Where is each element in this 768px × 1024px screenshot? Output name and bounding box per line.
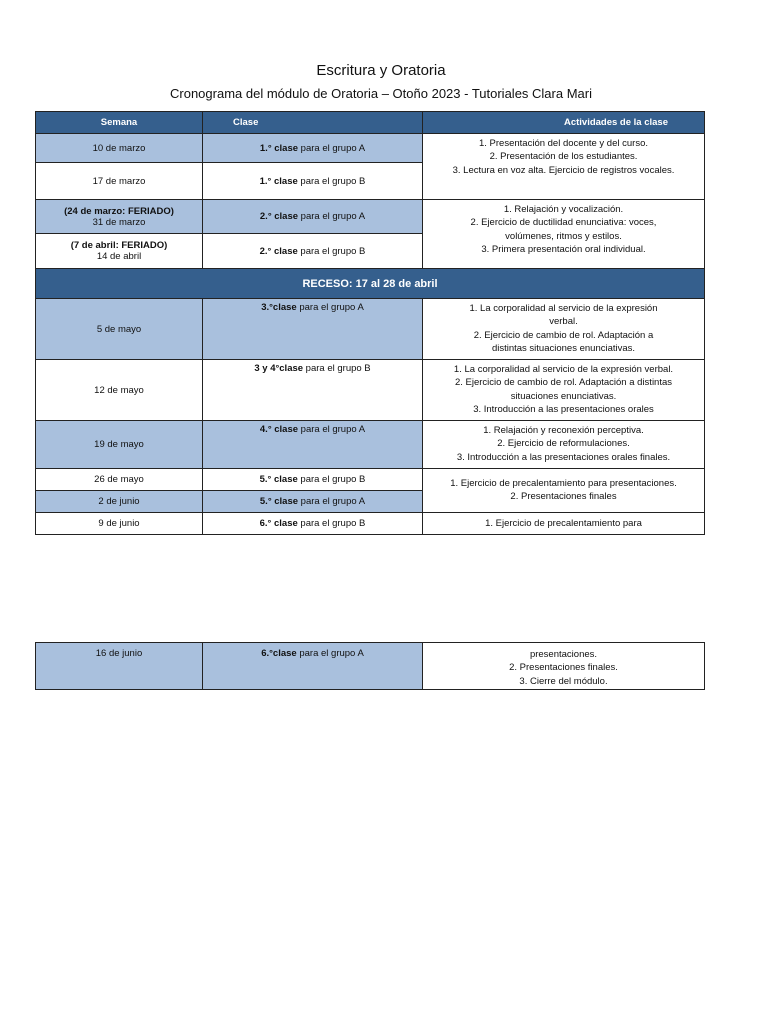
class-cell: [203, 234, 423, 269]
week-cell: [36, 421, 203, 469]
activity-line: 2. Ejercicio de ductilidad enunciativa: voces,: [470, 217, 657, 229]
activity-line: 3. Lectura en voz alta. Ejercicio de registros vocales.: [452, 164, 675, 176]
class-cell: [203, 421, 423, 469]
class-cell: [203, 163, 423, 200]
table-row: [36, 360, 705, 421]
week-label: 2 de junio: [98, 496, 140, 507]
week-label: 31 de marzo: [92, 216, 146, 228]
activities-cell: [423, 421, 705, 469]
activity-line: 2. Presentaciones finales.: [509, 662, 618, 674]
document-subtitle: Cronograma del módulo de Oratoria – Otoño 2023 - Tutoriales Clara Mari: [170, 86, 592, 101]
week-cell: [36, 491, 203, 513]
activity-line: 3. Primera presentación oral individual.: [481, 243, 646, 255]
week-label: 19 de mayo: [94, 439, 144, 450]
activity-line: 1. La corporalidad al servicio de la expresión verbal.: [453, 364, 674, 375]
week-label: 14 de abril: [96, 251, 142, 262]
class-name: 5.° clase: [259, 496, 299, 507]
week-cell: [36, 360, 203, 421]
class-group: para el grupo B: [303, 363, 371, 374]
activity-line: 1. La corporalidad al servicio de la expresión: [469, 303, 658, 314]
activities-cell: [423, 360, 705, 421]
week-cell: [36, 469, 203, 491]
class-cell: [203, 491, 423, 513]
class-group: para el grupo A: [298, 496, 366, 507]
activity-line: 3. Cierre del módulo.: [519, 675, 608, 687]
activity-line: 2. Ejercicio de cambio de rol. Adaptación a: [473, 329, 654, 341]
class-name: 3 y 4°clase: [254, 363, 304, 374]
table-row: [36, 513, 705, 535]
header-semana: Semana: [36, 112, 203, 134]
activities-cell: [423, 643, 705, 690]
week-cell: [36, 234, 203, 269]
class-group: para el grupo B: [297, 175, 366, 187]
activity-line: 1. Presentación del docente y del curso.: [479, 138, 648, 149]
class-name: 3.°clase: [261, 302, 297, 313]
activity-line: volúmenes, ritmos y estilos.: [505, 230, 622, 242]
table-row: [36, 200, 705, 234]
class-name: 1.° clase: [259, 142, 299, 154]
class-group: para el grupo A: [298, 211, 366, 222]
week-label: 12 de mayo: [94, 384, 144, 396]
week-cell: [36, 200, 203, 234]
week-label: 5 de mayo: [96, 323, 142, 335]
week-label: 9 de junio: [98, 518, 140, 529]
class-group: para el grupo A: [298, 424, 366, 435]
activities-cell: [423, 200, 705, 269]
activity-line: 1. Relajación y reconexión perceptiva.: [483, 425, 644, 436]
table-row: [36, 421, 705, 469]
activity-line: 2. Ejercicio de cambio de rol. Adaptación a distintas: [454, 377, 673, 389]
activity-line: verbal.: [549, 316, 578, 328]
activities-cell: [423, 513, 705, 535]
activities-cell: [423, 134, 705, 200]
activity-line: 1. Relajación y vocalización.: [503, 204, 624, 215]
activity-line: 1. Ejercicio de precalentamiento para: [485, 518, 642, 529]
schedule-table-continued: [35, 642, 705, 690]
class-group: para el grupo B: [297, 518, 366, 529]
activity-line: 2. Presentaciones finales: [510, 491, 617, 503]
class-group: para el grupo B: [297, 245, 366, 257]
activity-line: 1. Ejercicio de precalentamiento para presentaciones.: [450, 478, 677, 489]
class-cell: [203, 134, 423, 163]
week-cell: [36, 134, 203, 163]
class-cell: [203, 360, 423, 421]
holiday-label: (24 de marzo: FERIADO): [64, 205, 174, 217]
week-label: 16 de junio: [95, 648, 143, 659]
class-group: para el grupo A: [296, 302, 364, 313]
week-label: 17 de marzo: [92, 175, 146, 187]
table-row: [36, 299, 705, 360]
week-cell: [36, 513, 203, 535]
table-row: [36, 643, 705, 690]
class-name: 5.° clase: [259, 474, 298, 485]
class-group: para el grupo A: [296, 648, 364, 659]
week-label: 26 de mayo: [94, 474, 144, 485]
class-name: 4.° clase: [259, 424, 299, 435]
header-actividades: Actividades de la clase: [423, 112, 705, 134]
class-cell: [203, 469, 423, 491]
recess-banner: RECESO: 17 al 28 de abril: [36, 269, 705, 299]
schedule-table: [35, 111, 705, 535]
document-title: Escritura y Oratoria: [316, 62, 446, 79]
activity-line: situaciones enunciativas.: [510, 390, 617, 402]
table-row: [36, 469, 705, 491]
class-name: 2.° clase: [259, 245, 298, 257]
class-group: para el grupo A: [298, 142, 366, 154]
activities-cell: [423, 299, 705, 360]
holiday-label: (7 de abril: FERIADO): [70, 240, 168, 251]
table-row: [36, 134, 705, 163]
activity-line: presentaciones.: [529, 649, 598, 660]
header-clase: Clase: [203, 112, 423, 134]
table-header-row: [36, 112, 705, 134]
class-cell: [203, 643, 423, 690]
activities-cell: [423, 469, 705, 513]
week-cell: [36, 643, 203, 690]
class-name: 6.° clase: [259, 518, 298, 529]
week-cell: [36, 163, 203, 200]
class-name: 2.° clase: [259, 211, 299, 222]
class-name: 1.° clase: [259, 175, 298, 187]
activity-line: 3. Introducción a las presentaciones orales: [473, 403, 654, 415]
class-cell: [203, 513, 423, 535]
class-cell: [203, 299, 423, 360]
week-label: 10 de marzo: [92, 142, 146, 154]
week-cell: [36, 299, 203, 360]
recess-row: [36, 269, 705, 299]
class-cell: [203, 200, 423, 234]
class-name: 6.°clase: [261, 648, 297, 659]
activity-line: distintas situaciones enunciativas.: [491, 342, 636, 354]
activity-line: 2. Ejercicio de reformulaciones.: [497, 438, 630, 450]
activity-line: 2. Presentación de los estudiantes.: [489, 151, 638, 163]
activity-line: 3. Introducción a las presentaciones orales finales.: [456, 451, 671, 463]
class-group: para el grupo B: [297, 474, 366, 485]
